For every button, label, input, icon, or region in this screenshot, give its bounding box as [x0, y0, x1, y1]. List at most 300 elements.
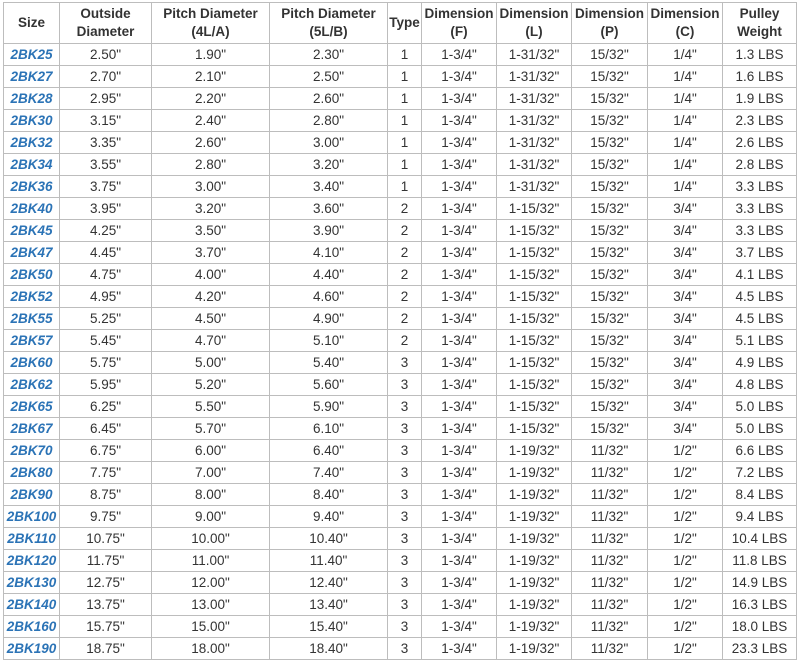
- dimension-l-cell: 1-19/32": [497, 638, 572, 660]
- dimension-l-cell: 1-15/32": [497, 352, 572, 374]
- pitch-diameter-5l-cell: 4.40": [270, 264, 388, 286]
- pulley-weight-cell: 9.4 LBS: [723, 506, 797, 528]
- pulley-weight-cell: 1.6 LBS: [723, 66, 797, 88]
- header-row: [4, 3, 797, 44]
- dimension-c-cell: 3/4": [648, 396, 723, 418]
- pitch-diameter-5l-cell: 3.20": [270, 154, 388, 176]
- pitch-diameter-5l-cell: 3.90": [270, 220, 388, 242]
- outside-diameter-cell: 5.25": [60, 308, 152, 330]
- pulley-weight-cell: 8.4 LBS: [723, 484, 797, 506]
- size-cell: [4, 528, 60, 550]
- table-row: [4, 506, 797, 528]
- outside-diameter-cell: 6.75": [60, 440, 152, 462]
- dimension-f-cell: 1-3/4": [422, 440, 497, 462]
- pulley-weight-cell: 1.9 LBS: [723, 88, 797, 110]
- pitch-diameter-4l-cell: 12.00": [152, 572, 270, 594]
- dimension-f-cell: 1-3/4": [422, 132, 497, 154]
- outside-diameter-cell: 9.75": [60, 506, 152, 528]
- outside-diameter-cell: 3.55": [60, 154, 152, 176]
- outside-diameter-cell: 4.45": [60, 242, 152, 264]
- dimension-p-cell: 15/32": [572, 264, 648, 286]
- dimension-l-cell: 1-15/32": [497, 286, 572, 308]
- dimension-p-cell: 11/32": [572, 638, 648, 660]
- outside-diameter-cell: 7.75": [60, 462, 152, 484]
- dimension-c-cell: 1/4": [648, 88, 723, 110]
- table-row: [4, 132, 797, 154]
- header-dimension-f: [422, 3, 497, 44]
- dimension-c-cell: 3/4": [648, 418, 723, 440]
- type-cell: 2: [388, 308, 422, 330]
- size-cell: [4, 220, 60, 242]
- outside-diameter-cell: 8.75": [60, 484, 152, 506]
- outside-diameter-cell: 3.75": [60, 176, 152, 198]
- dimension-f-cell: 1-3/4": [422, 374, 497, 396]
- header-line-1: Pitch Diameter: [281, 6, 376, 21]
- dimension-p-cell: 15/32": [572, 286, 648, 308]
- size-link[interactable]: 2BK60: [10, 355, 53, 370]
- size-link[interactable]: 2BK90: [10, 487, 53, 502]
- outside-diameter-cell: 10.75": [60, 528, 152, 550]
- dimension-f-cell: 1-3/4": [422, 506, 497, 528]
- pitch-diameter-4l-cell: 2.80": [152, 154, 270, 176]
- size-link[interactable]: 2BK27: [10, 69, 53, 84]
- pulley-weight-cell: 23.3 LBS: [723, 638, 797, 660]
- size-link[interactable]: 2BK32: [10, 135, 53, 150]
- table-row: [4, 220, 797, 242]
- pitch-diameter-5l-cell: 4.10": [270, 242, 388, 264]
- pitch-diameter-4l-cell: 4.50": [152, 308, 270, 330]
- dimension-p-cell: 15/32": [572, 66, 648, 88]
- dimension-p-cell: 11/32": [572, 594, 648, 616]
- dimension-l-cell: 1-19/32": [497, 462, 572, 484]
- pitch-diameter-4l-cell: 8.00": [152, 484, 270, 506]
- size-cell: [4, 418, 60, 440]
- pulley-spec-table: [3, 2, 797, 660]
- pitch-diameter-4l-cell: 10.00": [152, 528, 270, 550]
- type-cell: 1: [388, 132, 422, 154]
- size-cell: [4, 132, 60, 154]
- size-link[interactable]: 2BK120: [6, 553, 57, 568]
- table-row: [4, 66, 797, 88]
- dimension-c-cell: 3/4": [648, 242, 723, 264]
- dimension-f-cell: 1-3/4": [422, 418, 497, 440]
- size-link[interactable]: 2BK36: [10, 179, 53, 194]
- header-type: [388, 3, 422, 44]
- pitch-diameter-4l-cell: 5.70": [152, 418, 270, 440]
- pitch-diameter-5l-cell: 12.40": [270, 572, 388, 594]
- pulley-weight-cell: 14.9 LBS: [723, 572, 797, 594]
- header-line-1: Outside: [80, 6, 131, 21]
- pulley-weight-cell: 4.5 LBS: [723, 286, 797, 308]
- dimension-l-cell: 1-15/32": [497, 374, 572, 396]
- dimension-p-cell: 15/32": [572, 352, 648, 374]
- pitch-diameter-5l-cell: 2.60": [270, 88, 388, 110]
- dimension-f-cell: 1-3/4": [422, 88, 497, 110]
- dimension-l-cell: 1-15/32": [497, 308, 572, 330]
- dimension-f-cell: 1-3/4": [422, 572, 497, 594]
- header-dimension-c: [648, 3, 723, 44]
- dimension-p-cell: 15/32": [572, 88, 648, 110]
- dimension-f-cell: 1-3/4": [422, 44, 497, 66]
- size-link[interactable]: 2BK52: [10, 289, 53, 304]
- table-row: [4, 572, 797, 594]
- pulley-weight-cell: 3.3 LBS: [723, 198, 797, 220]
- dimension-c-cell: 1/4": [648, 66, 723, 88]
- dimension-f-cell: 1-3/4": [422, 308, 497, 330]
- size-link[interactable]: 2BK80: [10, 465, 53, 480]
- dimension-f-cell: 1-3/4": [422, 286, 497, 308]
- size-cell: [4, 506, 60, 528]
- outside-diameter-cell: 6.25": [60, 396, 152, 418]
- pitch-diameter-5l-cell: 5.90": [270, 396, 388, 418]
- size-cell: [4, 264, 60, 286]
- dimension-c-cell: 3/4": [648, 330, 723, 352]
- size-link[interactable]: 2BK47: [10, 245, 53, 260]
- dimension-f-cell: 1-3/4": [422, 462, 497, 484]
- pitch-diameter-4l-cell: 15.00": [152, 616, 270, 638]
- dimension-f-cell: 1-3/4": [422, 198, 497, 220]
- pulley-weight-cell: 2.6 LBS: [723, 132, 797, 154]
- outside-diameter-cell: 2.50": [60, 44, 152, 66]
- pulley-weight-cell: 4.9 LBS: [723, 352, 797, 374]
- pitch-diameter-4l-cell: 3.20": [152, 198, 270, 220]
- dimension-p-cell: 11/32": [572, 484, 648, 506]
- size-cell: [4, 440, 60, 462]
- dimension-l-cell: 1-19/32": [497, 440, 572, 462]
- pitch-diameter-5l-cell: 9.40": [270, 506, 388, 528]
- dimension-c-cell: 3/4": [648, 352, 723, 374]
- type-cell: 1: [388, 44, 422, 66]
- dimension-l-cell: 1-19/32": [497, 550, 572, 572]
- dimension-c-cell: 3/4": [648, 308, 723, 330]
- outside-diameter-cell: 12.75": [60, 572, 152, 594]
- size-cell: [4, 110, 60, 132]
- dimension-l-cell: 1-15/32": [497, 198, 572, 220]
- size-cell: [4, 308, 60, 330]
- pulley-weight-cell: 2.8 LBS: [723, 154, 797, 176]
- outside-diameter-cell: 18.75": [60, 638, 152, 660]
- pulley-weight-cell: 4.5 LBS: [723, 308, 797, 330]
- size-link[interactable]: 2BK190: [6, 641, 57, 656]
- dimension-l-cell: 1-19/32": [497, 572, 572, 594]
- pitch-diameter-4l-cell: 7.00": [152, 462, 270, 484]
- dimension-c-cell: 3/4": [648, 264, 723, 286]
- type-cell: 1: [388, 66, 422, 88]
- dimension-c-cell: 3/4": [648, 374, 723, 396]
- table-row: [4, 396, 797, 418]
- size-link[interactable]: 2BK65: [10, 399, 53, 414]
- size-cell: [4, 484, 60, 506]
- dimension-f-cell: 1-3/4": [422, 66, 497, 88]
- table-row: [4, 638, 797, 660]
- type-cell: 1: [388, 110, 422, 132]
- dimension-l-cell: 1-31/32": [497, 66, 572, 88]
- pitch-diameter-4l-cell: 4.00": [152, 264, 270, 286]
- dimension-f-cell: 1-3/4": [422, 330, 497, 352]
- pulley-weight-cell: 3.3 LBS: [723, 220, 797, 242]
- pitch-diameter-4l-cell: 2.60": [152, 132, 270, 154]
- pitch-diameter-4l-cell: 3.00": [152, 176, 270, 198]
- header-line-1: Dimension: [499, 6, 569, 21]
- pitch-diameter-5l-cell: 8.40": [270, 484, 388, 506]
- dimension-c-cell: 1/2": [648, 638, 723, 660]
- pitch-diameter-4l-cell: 13.00": [152, 594, 270, 616]
- header-line-2: (P): [600, 24, 619, 39]
- size-cell: [4, 66, 60, 88]
- table-row: [4, 44, 797, 66]
- dimension-l-cell: 1-15/32": [497, 396, 572, 418]
- dimension-c-cell: 3/4": [648, 286, 723, 308]
- dimension-c-cell: 3/4": [648, 198, 723, 220]
- dimension-l-cell: 1-31/32": [497, 44, 572, 66]
- table-row: [4, 264, 797, 286]
- table-row: [4, 418, 797, 440]
- pulley-weight-cell: 3.3 LBS: [723, 176, 797, 198]
- pitch-diameter-5l-cell: 7.40": [270, 462, 388, 484]
- type-cell: 2: [388, 220, 422, 242]
- dimension-l-cell: 1-31/32": [497, 176, 572, 198]
- table-row: [4, 242, 797, 264]
- size-link[interactable]: 2BK160: [6, 619, 57, 634]
- type-cell: 2: [388, 242, 422, 264]
- size-link[interactable]: 2BK40: [10, 201, 53, 216]
- outside-diameter-cell: 5.75": [60, 352, 152, 374]
- outside-diameter-cell: 3.15": [60, 110, 152, 132]
- pitch-diameter-4l-cell: 5.50": [152, 396, 270, 418]
- header-line-1: Dimension: [574, 6, 644, 21]
- header-line-1: Type: [389, 15, 420, 30]
- header-pulley-weight: [723, 3, 797, 44]
- header-pitch-diameter-5l-b: [270, 3, 388, 44]
- dimension-c-cell: 1/2": [648, 440, 723, 462]
- pitch-diameter-5l-cell: 10.40": [270, 528, 388, 550]
- dimension-c-cell: 3/4": [648, 220, 723, 242]
- size-link[interactable]: 2BK50: [10, 267, 53, 282]
- dimension-f-cell: 1-3/4": [422, 528, 497, 550]
- header-line-2: Weight: [737, 24, 782, 39]
- dimension-c-cell: 1/2": [648, 550, 723, 572]
- type-cell: 3: [388, 396, 422, 418]
- pulley-weight-cell: 5.1 LBS: [723, 330, 797, 352]
- pitch-diameter-5l-cell: 11.40": [270, 550, 388, 572]
- pitch-diameter-4l-cell: 5.00": [152, 352, 270, 374]
- pitch-diameter-5l-cell: 6.10": [270, 418, 388, 440]
- dimension-l-cell: 1-15/32": [497, 220, 572, 242]
- pitch-diameter-4l-cell: 3.70": [152, 242, 270, 264]
- pitch-diameter-4l-cell: 6.00": [152, 440, 270, 462]
- type-cell: 2: [388, 330, 422, 352]
- type-cell: 3: [388, 352, 422, 374]
- pitch-diameter-4l-cell: 9.00": [152, 506, 270, 528]
- pitch-diameter-4l-cell: 5.20": [152, 374, 270, 396]
- size-cell: [4, 572, 60, 594]
- size-cell: [4, 198, 60, 220]
- pulley-weight-cell: 1.3 LBS: [723, 44, 797, 66]
- pitch-diameter-4l-cell: 4.20": [152, 286, 270, 308]
- pulley-weight-cell: 4.1 LBS: [723, 264, 797, 286]
- size-cell: [4, 594, 60, 616]
- dimension-l-cell: 1-15/32": [497, 264, 572, 286]
- size-link[interactable]: 2BK55: [10, 311, 53, 326]
- header-line-1: Dimension: [424, 6, 494, 21]
- table-row: [4, 176, 797, 198]
- dimension-c-cell: 1/2": [648, 616, 723, 638]
- header-line-1: Pulley: [739, 6, 780, 21]
- pitch-diameter-5l-cell: 2.30": [270, 44, 388, 66]
- type-cell: 2: [388, 286, 422, 308]
- dimension-p-cell: 15/32": [572, 110, 648, 132]
- dimension-p-cell: 15/32": [572, 308, 648, 330]
- table-row: [4, 198, 797, 220]
- dimension-l-cell: 1-15/32": [497, 418, 572, 440]
- type-cell: 2: [388, 198, 422, 220]
- pulley-weight-cell: 10.4 LBS: [723, 528, 797, 550]
- size-cell: [4, 44, 60, 66]
- outside-diameter-cell: 6.45": [60, 418, 152, 440]
- outside-diameter-cell: 2.95": [60, 88, 152, 110]
- table-row: [4, 374, 797, 396]
- table-row: [4, 154, 797, 176]
- size-link[interactable]: 2BK130: [6, 575, 57, 590]
- header-line-2: (4L/A): [191, 24, 230, 39]
- table-row: [4, 308, 797, 330]
- pitch-diameter-5l-cell: 3.40": [270, 176, 388, 198]
- type-cell: 1: [388, 88, 422, 110]
- pitch-diameter-5l-cell: 2.50": [270, 66, 388, 88]
- header-line-1: Size: [17, 15, 45, 30]
- header-outside-diameter: [60, 3, 152, 44]
- size-cell: [4, 396, 60, 418]
- dimension-f-cell: 1-3/4": [422, 176, 497, 198]
- pitch-diameter-4l-cell: 2.40": [152, 110, 270, 132]
- pitch-diameter-5l-cell: 3.00": [270, 132, 388, 154]
- size-link[interactable]: 2BK110: [7, 531, 56, 546]
- dimension-p-cell: 15/32": [572, 374, 648, 396]
- outside-diameter-cell: 4.75": [60, 264, 152, 286]
- size-cell: [4, 88, 60, 110]
- dimension-p-cell: 15/32": [572, 418, 648, 440]
- dimension-l-cell: 1-31/32": [497, 88, 572, 110]
- dimension-l-cell: 1-19/32": [497, 528, 572, 550]
- dimension-f-cell: 1-3/4": [422, 154, 497, 176]
- pitch-diameter-5l-cell: 4.90": [270, 308, 388, 330]
- pitch-diameter-4l-cell: 3.50": [152, 220, 270, 242]
- pitch-diameter-5l-cell: 13.40": [270, 594, 388, 616]
- dimension-p-cell: 11/32": [572, 550, 648, 572]
- size-cell: [4, 154, 60, 176]
- dimension-c-cell: 1/2": [648, 462, 723, 484]
- dimension-p-cell: 11/32": [572, 462, 648, 484]
- type-cell: 3: [388, 506, 422, 528]
- dimension-l-cell: 1-31/32": [497, 132, 572, 154]
- dimension-p-cell: 15/32": [572, 132, 648, 154]
- dimension-c-cell: 1/4": [648, 44, 723, 66]
- pitch-diameter-4l-cell: 1.90": [152, 44, 270, 66]
- dimension-p-cell: 15/32": [572, 396, 648, 418]
- size-link[interactable]: 2BK70: [10, 443, 53, 458]
- type-cell: 3: [388, 594, 422, 616]
- type-cell: 3: [388, 528, 422, 550]
- dimension-c-cell: 1/2": [648, 594, 723, 616]
- pulley-weight-cell: 16.3 LBS: [723, 594, 797, 616]
- header-line-2: (5L/B): [309, 24, 348, 39]
- dimension-c-cell: 1/2": [648, 572, 723, 594]
- dimension-f-cell: 1-3/4": [422, 264, 497, 286]
- size-link[interactable]: 2BK100: [6, 509, 57, 524]
- dimension-l-cell: 1-31/32": [497, 110, 572, 132]
- type-cell: 1: [388, 176, 422, 198]
- header-line-2: (L): [525, 24, 543, 39]
- pitch-diameter-5l-cell: 5.10": [270, 330, 388, 352]
- size-cell: [4, 352, 60, 374]
- size-link[interactable]: 2BK45: [10, 223, 53, 238]
- header-line-1: Dimension: [650, 6, 720, 21]
- dimension-l-cell: 1-31/32": [497, 154, 572, 176]
- dimension-c-cell: 1/4": [648, 110, 723, 132]
- table-row: [4, 352, 797, 374]
- dimension-f-cell: 1-3/4": [422, 616, 497, 638]
- pitch-diameter-5l-cell: 3.60": [270, 198, 388, 220]
- size-link[interactable]: 2BK67: [10, 421, 53, 436]
- pitch-diameter-4l-cell: 2.20": [152, 88, 270, 110]
- table-row: [4, 330, 797, 352]
- table-row: [4, 594, 797, 616]
- header-dimension-p: [572, 3, 648, 44]
- size-cell: [4, 374, 60, 396]
- size-link[interactable]: 2BK28: [10, 91, 53, 106]
- size-link[interactable]: 2BK30: [10, 113, 53, 128]
- table-row: [4, 528, 797, 550]
- pulley-weight-cell: 18.0 LBS: [723, 616, 797, 638]
- type-cell: 2: [388, 264, 422, 286]
- dimension-c-cell: 1/2": [648, 484, 723, 506]
- table-row: [4, 440, 797, 462]
- type-cell: 3: [388, 638, 422, 660]
- dimension-p-cell: 15/32": [572, 330, 648, 352]
- size-link[interactable]: 2BK62: [10, 377, 53, 392]
- table-row: [4, 462, 797, 484]
- dimension-c-cell: 1/4": [648, 154, 723, 176]
- size-link[interactable]: 2BK34: [10, 157, 53, 172]
- dimension-p-cell: 11/32": [572, 528, 648, 550]
- outside-diameter-cell: 5.95": [60, 374, 152, 396]
- pulley-weight-cell: 7.2 LBS: [723, 462, 797, 484]
- header-pitch-diameter-4l-a: [152, 3, 270, 44]
- size-link[interactable]: 2BK25: [10, 47, 53, 62]
- pulley-weight-cell: 11.8 LBS: [723, 550, 797, 572]
- dimension-p-cell: 15/32": [572, 242, 648, 264]
- outside-diameter-cell: 3.35": [60, 132, 152, 154]
- dimension-f-cell: 1-3/4": [422, 352, 497, 374]
- dimension-f-cell: 1-3/4": [422, 396, 497, 418]
- dimension-p-cell: 15/32": [572, 198, 648, 220]
- pitch-diameter-5l-cell: 4.60": [270, 286, 388, 308]
- size-cell: [4, 330, 60, 352]
- header-line-2: (F): [450, 24, 468, 39]
- dimension-l-cell: 1-15/32": [497, 242, 572, 264]
- type-cell: 3: [388, 418, 422, 440]
- size-link[interactable]: 2BK57: [10, 333, 53, 348]
- size-link[interactable]: 2BK140: [6, 597, 57, 612]
- dimension-f-cell: 1-3/4": [422, 638, 497, 660]
- dimension-l-cell: 1-19/32": [497, 616, 572, 638]
- type-cell: 3: [388, 440, 422, 462]
- pitch-diameter-5l-cell: 15.40": [270, 616, 388, 638]
- pitch-diameter-5l-cell: 6.40": [270, 440, 388, 462]
- type-cell: 3: [388, 550, 422, 572]
- pulley-weight-cell: 5.0 LBS: [723, 396, 797, 418]
- type-cell: 3: [388, 572, 422, 594]
